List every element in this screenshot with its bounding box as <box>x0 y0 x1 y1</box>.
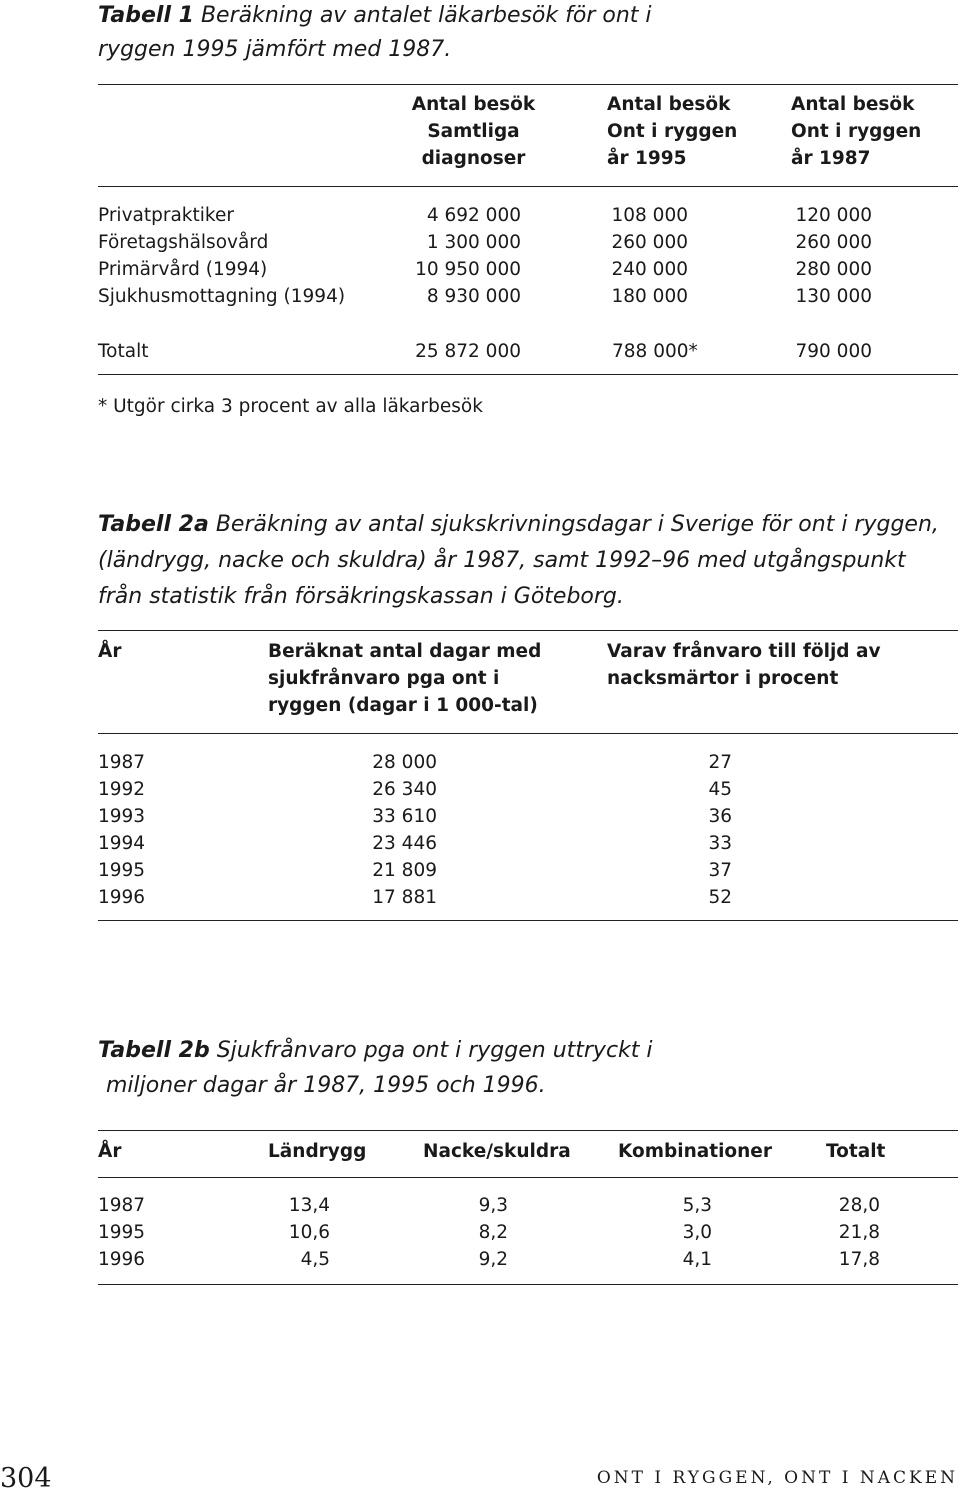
table-cell: 21,8 <box>838 1222 880 1243</box>
table2b-col-totalt <box>820 1192 880 1273</box>
table2a-col-days <box>350 749 437 911</box>
table-cell: 17 881 <box>372 887 437 908</box>
table2b-col-kombinationer <box>650 1192 712 1273</box>
header-line: diagnoser <box>421 148 526 169</box>
table-cell: 120 000 <box>795 205 872 226</box>
table-cell: 52 <box>708 887 732 908</box>
table-cell: 260 000 <box>611 232 688 253</box>
table-cell: 1996 <box>98 887 146 908</box>
table1-total-all: 25 872 000 <box>415 341 521 362</box>
table1-header-1987 <box>791 91 921 172</box>
header-line: år 1987 <box>791 148 871 169</box>
table-cell: 9,2 <box>478 1249 508 1270</box>
page-number: 304 <box>0 1463 52 1494</box>
table-row-label: Privatpraktiker <box>98 205 234 226</box>
table-cell: 21 809 <box>372 860 437 881</box>
header-line: nacksmärtor i procent <box>607 668 839 689</box>
table-cell: 8 930 000 <box>426 286 521 307</box>
table2a-caption-text: Beräkning av antal sjukskrivningsdagar i Sverige för ont i ryggen, (ländrygg, nacke och skuldra) år 1987, samt 1992–96 med utgångspunkt från statistik från försäkringskassan i Göteborg. <box>98 512 939 609</box>
table2a-col-year <box>98 749 145 911</box>
table2b-top-rule <box>98 1130 958 1131</box>
table2b-caption-label: Tabell 2b <box>98 1038 210 1063</box>
table-cell: 13,4 <box>288 1195 330 1216</box>
table1-header-rule <box>98 186 958 187</box>
table2b-caption-text: Sjukfrånvaro pga ont i ryggen uttryckt i <box>216 1038 653 1063</box>
header-line: Antal besök <box>791 94 915 115</box>
table-cell: 27 <box>708 752 732 773</box>
table1-caption <box>98 0 658 67</box>
table1-total-1995: 788 000* <box>612 341 698 362</box>
table2b-header-year: År <box>98 1141 122 1162</box>
table1-header-all <box>406 91 541 172</box>
table2b-header-landrygg: Ländrygg <box>268 1141 367 1162</box>
table-cell: 26 340 <box>372 779 437 800</box>
header-line: ryggen (dagar i 1 000-tal) <box>268 695 538 716</box>
table-cell: 28,0 <box>838 1195 880 1216</box>
table-cell: 280 000 <box>795 259 872 280</box>
table2b-header-rule <box>98 1177 958 1178</box>
table-cell: 1995 <box>98 860 146 881</box>
table-cell: 23 446 <box>372 833 437 854</box>
table-row-label: Sjukhusmottagning (1994) <box>98 286 346 307</box>
header-line: år 1995 <box>607 148 687 169</box>
table1-top-rule <box>98 84 958 85</box>
table2b-bottom-rule <box>98 1284 958 1285</box>
table2a-col-neck <box>690 749 732 911</box>
table2a-caption <box>98 507 948 615</box>
header-line: Beräknat antal dagar med <box>268 641 542 662</box>
table-cell: 45 <box>708 779 732 800</box>
table-cell: 9,3 <box>478 1195 508 1216</box>
table2b-caption-line1 <box>98 1034 653 1068</box>
header-line: Antal besök <box>411 94 536 115</box>
table1-caption-text: Beräkning av antalet läkarbesök för ont i ryggen 1995 jämfört med 1987. <box>98 3 652 62</box>
table1-total-label: Totalt <box>98 341 149 362</box>
table2a-header-days <box>268 638 541 719</box>
table-cell: 1994 <box>98 833 146 854</box>
table2a-caption-label: Tabell 2a <box>98 512 209 537</box>
table2a-bottom-rule <box>98 920 958 921</box>
table-cell: 3,0 <box>682 1222 712 1243</box>
table1-bottom-rule <box>98 374 958 375</box>
header-line: Ont i ryggen <box>791 121 922 142</box>
table1-caption-label: Tabell 1 <box>98 3 194 28</box>
running-title: ONT I RYGGEN, ONT I NACKEN <box>596 1468 958 1488</box>
table-cell: 1 300 000 <box>426 232 521 253</box>
table2b-header-kombinationer: Kombinationer <box>618 1141 772 1162</box>
table1-header-1995 <box>607 91 737 172</box>
table-cell: 1996 <box>98 1249 146 1270</box>
table2a-header-year: År <box>98 641 122 662</box>
table2b-col-year <box>98 1192 145 1273</box>
table-cell: 10,6 <box>288 1222 330 1243</box>
table-cell: 260 000 <box>795 232 872 253</box>
header-line: Antal besök <box>607 94 731 115</box>
table1-total-1987: 790 000 <box>795 341 872 362</box>
table2a-top-rule <box>98 630 958 631</box>
table-cell: 10 950 000 <box>415 259 521 280</box>
table-row-label: Primärvård (1994) <box>98 259 268 280</box>
header-line: sjukfrånvaro pga ont i <box>268 668 500 689</box>
table-cell: 4 692 000 <box>426 205 521 226</box>
table-cell: 33 <box>708 833 732 854</box>
table-cell: 1987 <box>98 1195 146 1216</box>
table-cell: 33 610 <box>372 806 437 827</box>
header-line: Varav frånvaro till följd av <box>607 641 881 662</box>
table-cell: 5,3 <box>682 1195 712 1216</box>
table-cell: 108 000 <box>611 205 688 226</box>
table-cell: 130 000 <box>795 286 872 307</box>
table-cell: 17,8 <box>838 1249 880 1270</box>
table-cell: 1992 <box>98 779 146 800</box>
table-cell: 8,2 <box>478 1222 508 1243</box>
table2a-header-neck <box>607 638 881 692</box>
table2a-header-rule <box>98 733 958 734</box>
table1-col-all <box>380 202 521 310</box>
table1-labels <box>98 202 345 310</box>
table-cell: 1993 <box>98 806 146 827</box>
table-cell: 1987 <box>98 752 146 773</box>
header-line: Samtliga <box>427 121 520 142</box>
table-cell: 4,1 <box>682 1249 712 1270</box>
table-cell: 1995 <box>98 1222 146 1243</box>
table-cell: 28 000 <box>372 752 437 773</box>
table2b-header-nacke: Nacke/skuldra <box>423 1141 571 1162</box>
table2b-col-nacke <box>450 1192 508 1273</box>
table-cell: 180 000 <box>611 286 688 307</box>
table-cell: 36 <box>708 806 732 827</box>
table1-footnote: * Utgör cirka 3 procent av alla läkarbesök <box>98 396 483 417</box>
table-cell: 37 <box>708 860 732 881</box>
table2b-col-landrygg <box>270 1192 330 1273</box>
table1-col-1995 <box>580 202 688 310</box>
header-line: Ont i ryggen <box>607 121 738 142</box>
table-cell: 240 000 <box>611 259 688 280</box>
table2b-header-totalt: Totalt <box>826 1141 886 1162</box>
table1-col-1987 <box>760 202 872 310</box>
table-cell: 4,5 <box>300 1249 330 1270</box>
table-row-label: Företagshälsovård <box>98 232 269 253</box>
table2b-caption-line2: miljoner dagar år 1987, 1995 och 1996. <box>106 1073 546 1098</box>
